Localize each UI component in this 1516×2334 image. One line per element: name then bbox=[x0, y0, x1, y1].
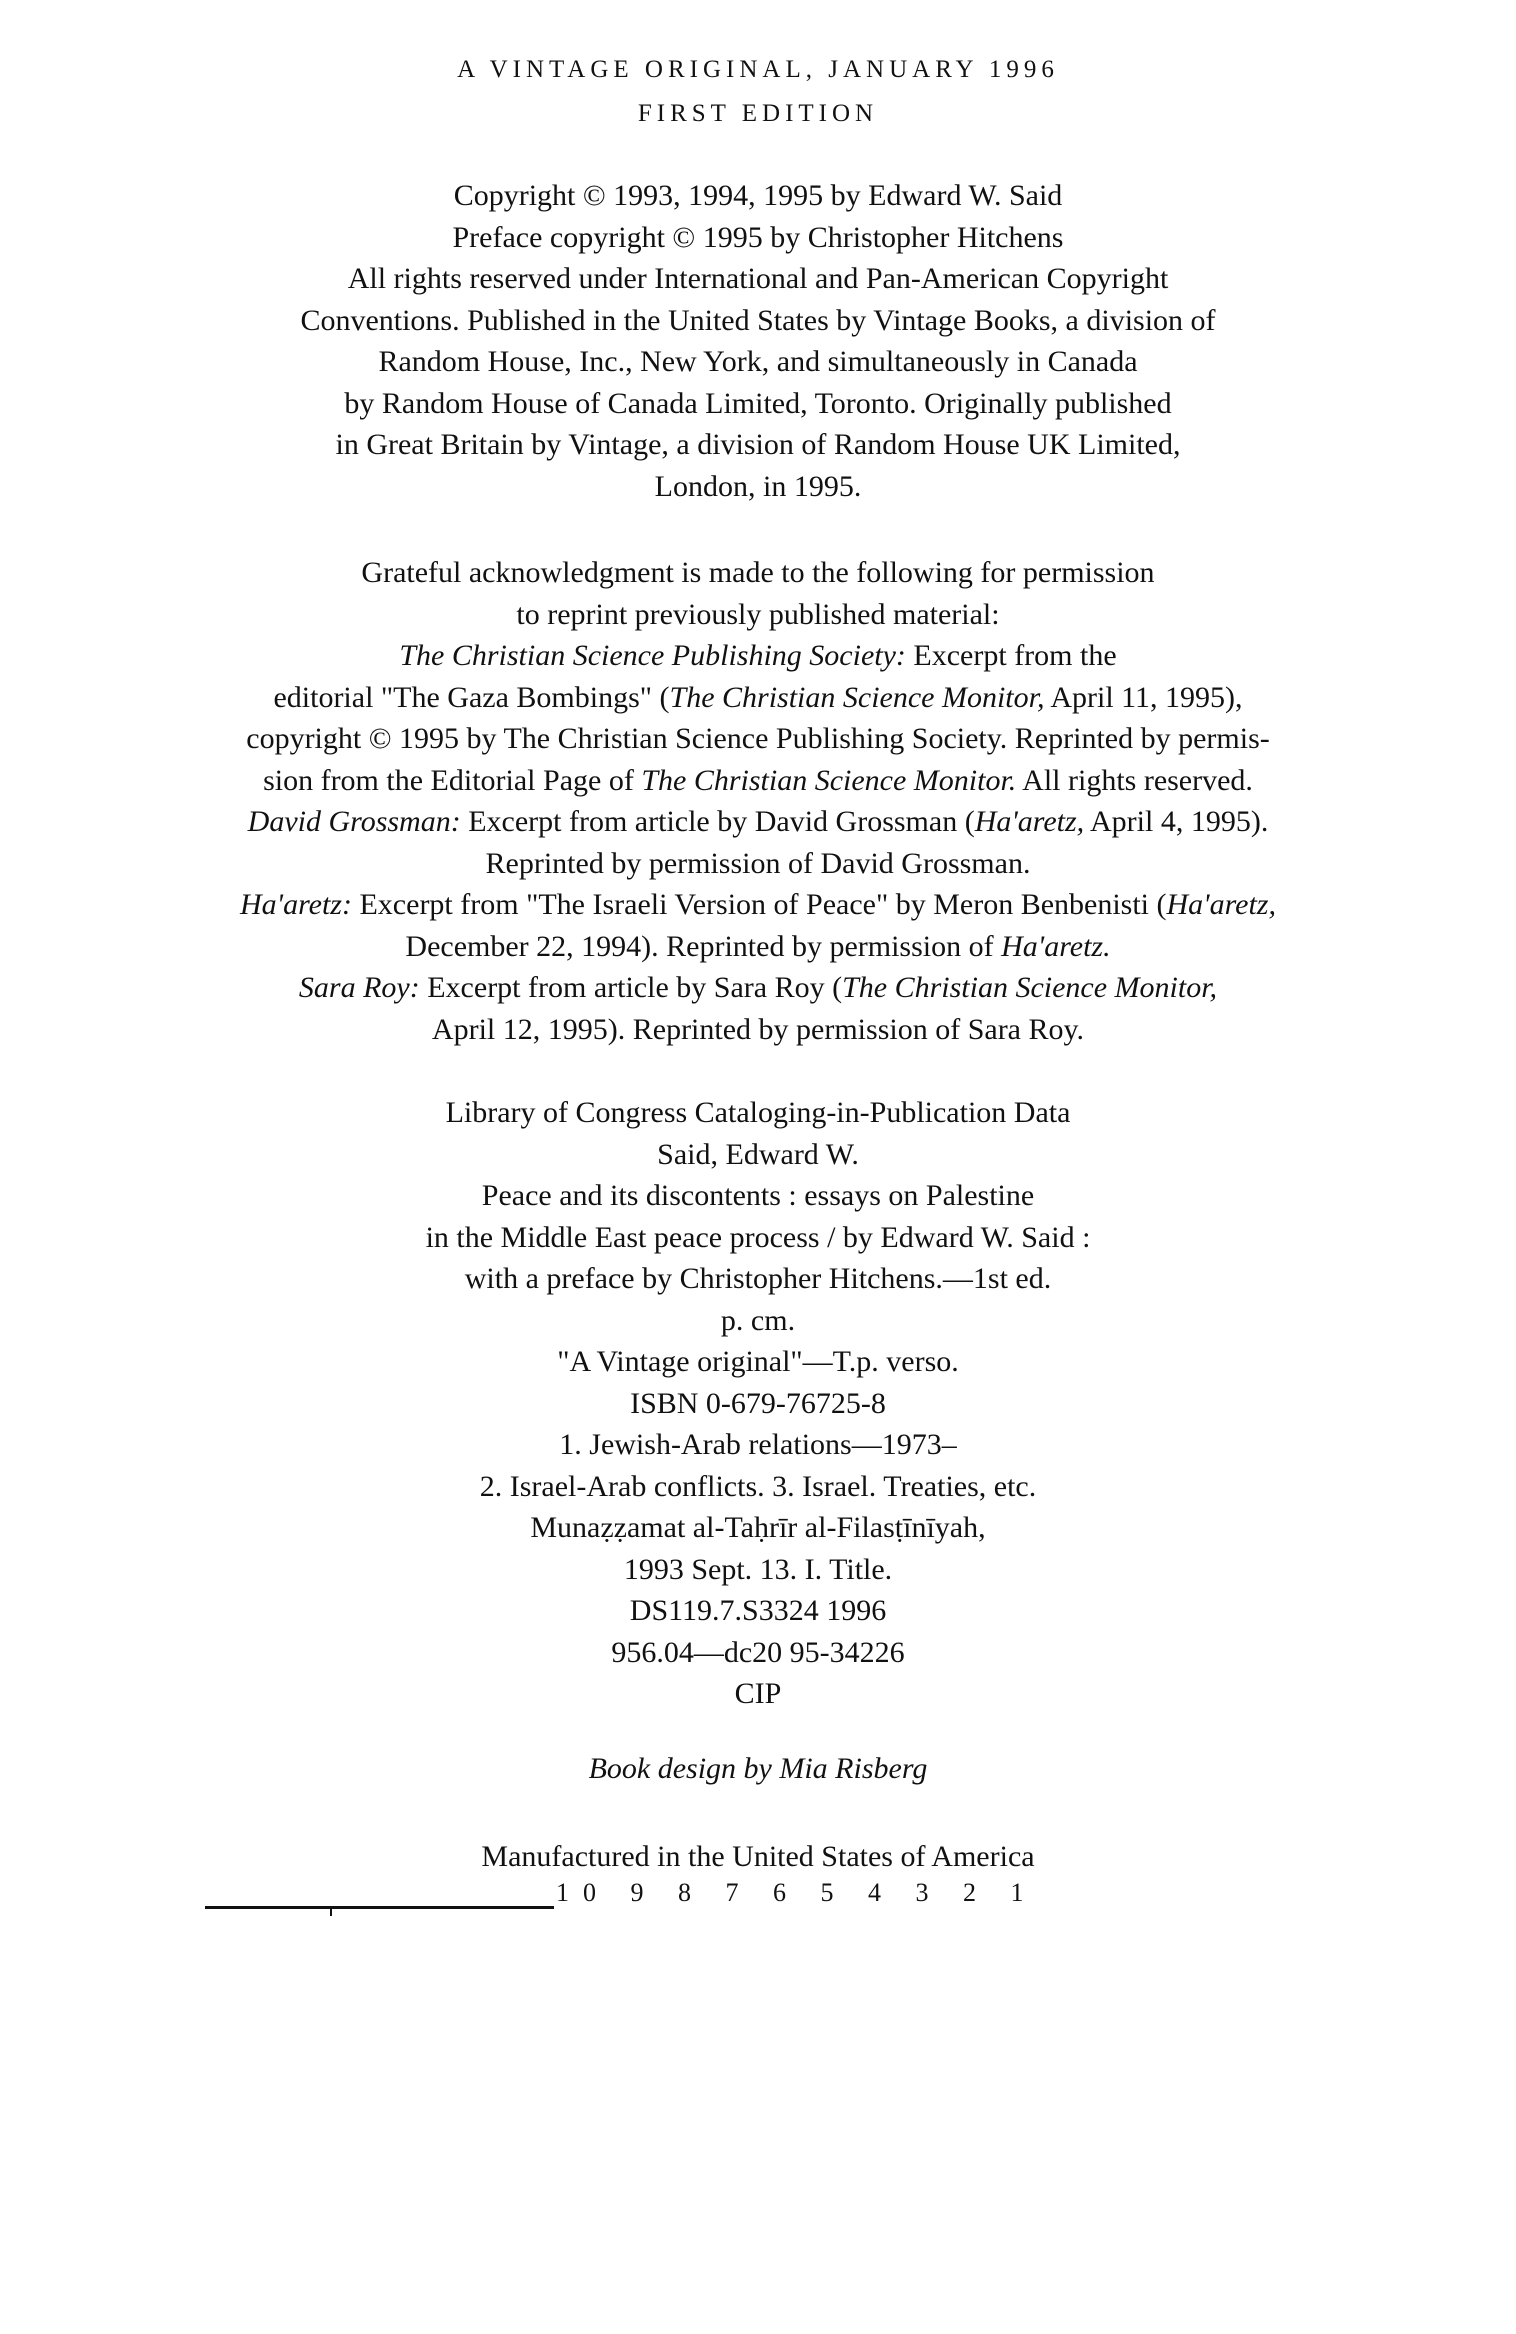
cip-line: 2. Israel-Arab conflicts. 3. Israel. Treaties, etc. bbox=[479, 1469, 1037, 1503]
edition-block bbox=[140, 48, 1376, 136]
printline-rule-left bbox=[205, 1906, 330, 1909]
ack-intro: to reprint previously published material: bbox=[516, 597, 1000, 631]
design-credit bbox=[140, 1748, 1376, 1790]
copyright-line: Conventions. Published in the United States by Vintage Books, a division of bbox=[300, 303, 1216, 337]
publication-title: Ha'aretz, bbox=[1166, 888, 1276, 921]
publication-title: The Christian Science Monitor, bbox=[842, 971, 1218, 1004]
manufacture-line: Manufactured in the United States of America bbox=[481, 1840, 1035, 1873]
cip-line: CIP bbox=[734, 1677, 782, 1710]
cip-line: Said, Edward W. bbox=[657, 1137, 859, 1171]
cip-line: "A Vintage original"—T.p. verso. bbox=[557, 1345, 959, 1378]
printline-rule-right bbox=[332, 1906, 554, 1909]
ack-entry-csps: copyright © 1995 by The Christian Science Publishing Society. Reprinted by permis- bbox=[246, 722, 1270, 755]
edition-line: A VINTAGE ORIGINAL, JANUARY 1996 bbox=[457, 56, 1059, 83]
acknowledgments bbox=[140, 552, 1376, 1050]
publication-title: The Christian Science Monitor. bbox=[641, 763, 1017, 797]
cip-line: with a preface by Christopher Hitchens.—1st ed. bbox=[464, 1262, 1052, 1295]
copyright-line: by Random House of Canada Limited, Toronto. Originally published bbox=[344, 386, 1172, 420]
ack-entry-csps: sion from the Editorial Page of The Christian Science Monitor. All rights reserved. bbox=[263, 763, 1253, 797]
ack-entry-csps: The Christian Science Publishing Society: Excerpt from the bbox=[399, 639, 1117, 672]
cip-line: DS119.7.S3324 1996 bbox=[629, 1594, 887, 1627]
copyright-line: in Great Britain by Vintage, a division of Random House UK Limited, bbox=[335, 428, 1181, 461]
publication-title: Ha'aretz, bbox=[974, 805, 1085, 838]
cip-line: Peace and its discontents : essays on Palestine bbox=[481, 1179, 1035, 1212]
copyright-line: Preface copyright © 1995 by Christopher Hitchens bbox=[452, 220, 1064, 254]
printline-numbers: 10 9 8 7 6 5 4 3 2 1 bbox=[556, 1878, 1038, 1907]
copyright-line: Copyright © 1993, 1994, 1995 by Edward W. Said bbox=[453, 179, 1063, 212]
ack-entry-haaretz: Ha'aretz: Excerpt from "The Israeli Version of Peace" by Meron Benbenisti (Ha'aretz, bbox=[240, 888, 1276, 921]
ack-source-name: Sara Roy: bbox=[298, 971, 420, 1004]
copyright-notice bbox=[140, 175, 1376, 507]
ack-intro: Grateful acknowledgment is made to the following for permission bbox=[361, 556, 1155, 589]
cip-line: in the Middle East peace process / by Edward W. Said : bbox=[425, 1220, 1091, 1254]
ack-source-name: Ha'aretz: bbox=[240, 888, 352, 921]
ack-source-name: The Christian Science Publishing Society: bbox=[399, 639, 906, 672]
copyright-line: Random House, Inc., New York, and simultaneously in Canada bbox=[378, 345, 1138, 378]
ack-entry-grossman: Reprinted by permission of David Grossman. bbox=[485, 846, 1031, 880]
cip-line: p. cm. bbox=[720, 1303, 796, 1337]
copyright-line: All rights reserved under International and Pan-American Copyright bbox=[347, 262, 1169, 295]
cip-line: 1993 Sept. 13. I. Title. bbox=[623, 1552, 893, 1586]
ack-entry-grossman: David Grossman: Excerpt from article by David Grossman (Ha'aretz, April 4, 1995). bbox=[247, 805, 1269, 838]
cip-line: Munaẓẓamat al-Taḥrīr al-Filasṭīnīyah, bbox=[530, 1511, 986, 1544]
publication-title: The Christian Science Monitor, bbox=[669, 680, 1045, 714]
design-credit-line: Book design by Mia Risberg bbox=[588, 1752, 928, 1785]
cip-line: 956.04—dc20 95-34226 bbox=[611, 1635, 905, 1669]
first-edition-line: FIRST EDITION bbox=[637, 100, 879, 127]
ack-source-name: David Grossman: bbox=[247, 805, 461, 838]
cip-line: ISBN 0-679-76725-8 bbox=[630, 1386, 886, 1420]
publication-title: Ha'aretz. bbox=[1001, 929, 1111, 963]
ack-entry-roy: Sara Roy: Excerpt from article by Sara Roy (The Christian Science Monitor, bbox=[298, 971, 1218, 1004]
cip-data bbox=[140, 1092, 1376, 1715]
ack-entry-csps: editorial "The Gaza Bombings" (The Christian Science Monitor, April 11, 1995), bbox=[273, 680, 1243, 714]
cip-line: Library of Congress Cataloging-in-Publication Data bbox=[445, 1096, 1071, 1129]
ack-entry-roy: April 12, 1995). Reprinted by permission of Sara Roy. bbox=[431, 1012, 1085, 1046]
cip-line: 1. Jewish-Arab relations—1973– bbox=[559, 1428, 957, 1461]
copyright-line: London, in 1995. bbox=[654, 469, 862, 503]
printing-line bbox=[0, 1872, 1516, 1932]
ack-entry-haaretz: December 22, 1994). Reprinted by permission of Ha'aretz. bbox=[405, 929, 1111, 963]
